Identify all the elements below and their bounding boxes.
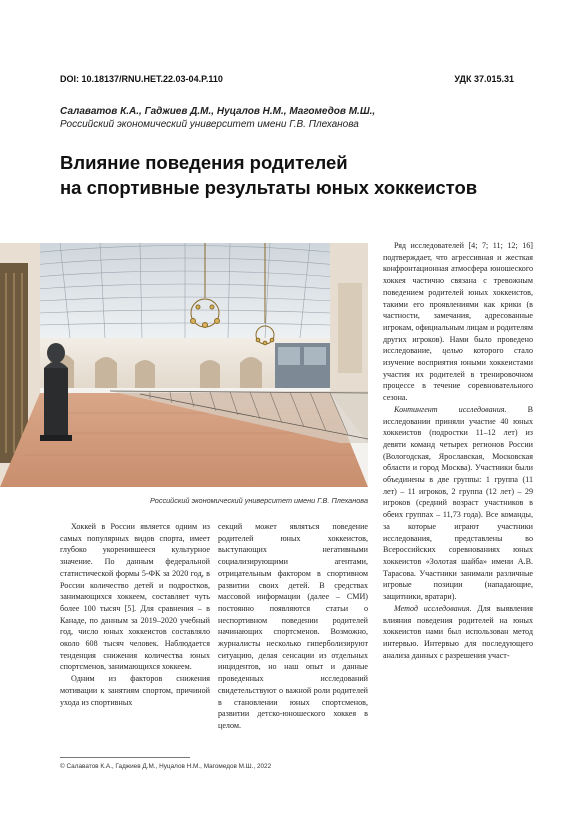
- footnote-divider: [60, 757, 190, 758]
- title-line-2: на спортивные результаты юных хоккеистов: [60, 177, 478, 198]
- paragraph: [383, 240, 533, 404]
- udk-label: УДК 37.015.31: [454, 74, 514, 84]
- paragraph-text: Для выявления влияния поведения родителей на юных хоккеистов нами был использован метод интервью. Интервью для последующего анализа данных с разрешения участ-: [383, 603, 533, 660]
- author-affiliation: Российский экономический университет имени Г.В. Плеханова: [60, 119, 359, 130]
- paragraph: Хоккей в России является одним из самых популярных видов спорта, имеет глубоко укоренившееся культурное значение. По данным федеральной статистической формы 5-ФК за 2020 год, в России количество детей и подростков, занимающихся хоккеем, составляет чуть более 100 тысяч [5]. Для сравнения – в Канаде, по данным за 2019–2020 учебный год, число юных хоккеистов составляло около 608 тысяч человек. Наблюдается тенденция снижения количества юных спортсменов, занимающихся хоккеем.: [60, 522, 210, 672]
- copyright-footer: © Салаватов К.А., Гаджиев Д.М., Нуцалов Н.М., Магомедов М.Ш., 2022: [60, 763, 272, 770]
- university-hall-photo: [0, 243, 368, 487]
- photo-caption: Российский экономический университет имени Г.В. Плеханова: [149, 496, 368, 505]
- paragraph-text: Ряд исследователей [4; 7; 11; 12; 16] подтверждает, что агрессивная и жесткая конфронтационная атмосфера юношеского хоккея частично связана с тревожным поведением родителей юных хоккеистов, такими его проявлениями как крики (в частности, замечания, адресованные игрокам, официальным лицам и родителям других игроков). Нами было проведено исследование,: [383, 241, 533, 356]
- hall-illustration: [0, 243, 368, 487]
- paragraph: секций может являться поведение родителей юных хоккеистов, выступающих негативными социализирующими агентами, отрицательным фактором в спортивном развитии своих детей. В средствах массовой информации (далее – СМИ) постоянно появляются статьи о неспортивном поведении родителей начинающих спортсменов. Возможно, журналисты несколько гиперболизируют ситуацию, делая сенсации из отдельных инцидентов, но наш опыт и данные проведенных исследований свидетельствуют о важной роли родителей в становлении юных спортсменов, развитии детско-юношеского хоккея в целом.: [218, 522, 368, 730]
- paragraph-text: В исследовании приняли участие 40 юных хоккеистов (подростки 11–12 лет) из девяти команд четырех регионов России (Вологодская, Ярославская, Московская области и город Москва). Участники были объединены в две группы: 1 группа (11 лет) – 11 игроков, 2 группа (12 лет) – 29 игроков (средний возраст участников в обеих группах – 11,73 года). Все команды, за которые играют участники исследования, представлены во Всероссийских соревнованиях юных хоккеистов «Золотая шайба» имени А.В. Тарасова. Участники занимали различные игровые позиции (нападающие, защитники, вратари).: [383, 404, 533, 602]
- authors-block: [60, 105, 520, 131]
- paragraph: [383, 603, 533, 662]
- paragraph-text: которого стало изучение восприятия юными хоккеистами участия их родителей в тренировочном процессе в течение соревновательного сезона.: [383, 346, 533, 403]
- paragraph: Одним из факторов снижения мотивации к занятиям спортом, причиной ухода из спортивных: [60, 674, 210, 707]
- column-left: [60, 521, 210, 708]
- section-heading: Контингент исследования.: [394, 404, 507, 414]
- section-heading: Метод исследования.: [394, 603, 472, 613]
- title-line-1: Влияние поведения родителей: [60, 152, 348, 173]
- emphasis-text: целью: [442, 346, 463, 356]
- author-names: Салаватов К.А., Гаджиев Д.М., Нуцалов Н.М., Магомедов М.Ш.,: [60, 106, 376, 117]
- column-right: [383, 240, 533, 661]
- doi-label: DOI: 10.18137/RNU.HET.22.03-04.P.110: [60, 74, 223, 84]
- paragraph: [383, 404, 533, 603]
- column-middle: [218, 521, 368, 732]
- article-title: [60, 150, 530, 200]
